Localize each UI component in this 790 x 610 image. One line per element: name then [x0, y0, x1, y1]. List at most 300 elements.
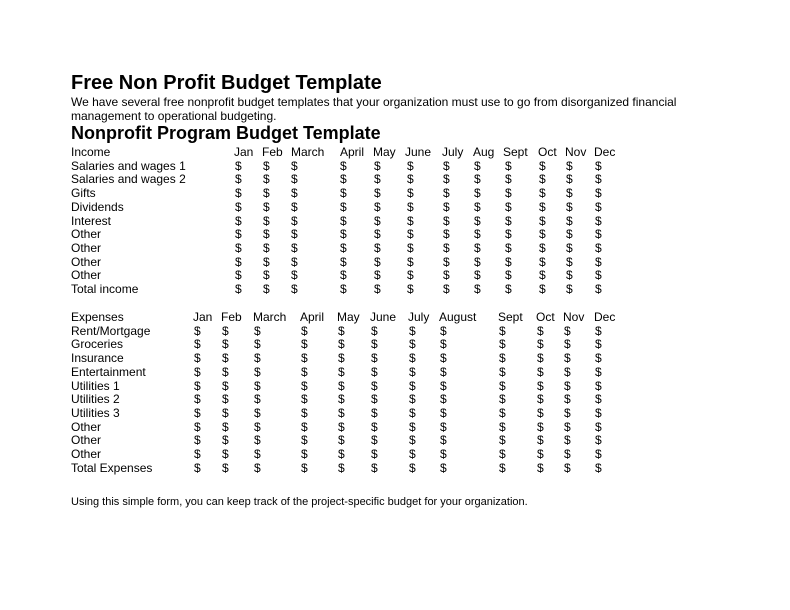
- expenses-section-label: Expenses: [71, 310, 124, 324]
- amount-cell[interactable]: $: [409, 405, 416, 420]
- amount-cell[interactable]: $: [374, 199, 381, 214]
- amount-cell[interactable]: $: [263, 227, 270, 242]
- amount-cell[interactable]: $: [291, 254, 298, 269]
- amount-cell[interactable]: $: [194, 460, 201, 475]
- amount-cell[interactable]: $: [564, 378, 571, 393]
- amount-cell[interactable]: $: [254, 419, 261, 434]
- amount-cell[interactable]: $: [371, 419, 378, 434]
- amount-cell[interactable]: $: [499, 433, 506, 448]
- amount-cell[interactable]: $: [291, 186, 298, 201]
- amount-cell[interactable]: $: [235, 199, 242, 214]
- amount-cell[interactable]: $: [254, 351, 261, 366]
- amount-cell[interactable]: $: [443, 240, 450, 255]
- amount-cell[interactable]: $: [443, 186, 450, 201]
- amount-cell[interactable]: $: [194, 364, 201, 379]
- amount-cell[interactable]: $: [440, 392, 447, 407]
- row-label: Other: [71, 268, 102, 283]
- amount-cell[interactable]: $: [338, 392, 345, 407]
- amount-cell[interactable]: $: [374, 254, 381, 269]
- amount-cell[interactable]: $: [539, 254, 546, 269]
- amount-cell[interactable]: $: [595, 433, 602, 448]
- amount-cell[interactable]: $: [222, 392, 229, 407]
- amount-cell[interactable]: $: [301, 419, 308, 434]
- amount-cell[interactable]: $: [338, 378, 345, 393]
- amount-cell[interactable]: $: [474, 172, 481, 187]
- amount-cell[interactable]: $: [440, 323, 447, 338]
- amount-cell[interactable]: $: [338, 364, 345, 379]
- amount-cell[interactable]: $: [499, 419, 506, 434]
- table-row: [0, 200, 790, 214]
- month-header: May: [373, 145, 396, 159]
- amount-cell[interactable]: $: [539, 199, 546, 214]
- amount-cell[interactable]: $: [539, 268, 546, 283]
- amount-cell[interactable]: $: [301, 405, 308, 420]
- row-label: Salaries and wages 2: [71, 172, 186, 187]
- amount-cell[interactable]: $: [340, 282, 347, 296]
- amount-cell[interactable]: $: [440, 364, 447, 379]
- amount-cell[interactable]: $: [222, 447, 229, 461]
- amount-cell[interactable]: $: [595, 419, 602, 434]
- amount-cell[interactable]: $: [440, 447, 447, 461]
- row-label: Dividends: [71, 199, 124, 214]
- amount-cell[interactable]: $: [254, 364, 261, 379]
- amount-cell[interactable]: $: [338, 337, 345, 352]
- amount-cell[interactable]: $: [371, 433, 378, 448]
- amount-cell[interactable]: $: [499, 392, 506, 407]
- amount-cell[interactable]: $: [263, 240, 270, 255]
- amount-cell[interactable]: $: [235, 254, 242, 269]
- amount-cell[interactable]: $: [595, 172, 602, 187]
- amount-cell[interactable]: $: [235, 186, 242, 201]
- amount-cell[interactable]: $: [595, 351, 602, 366]
- row-label: Rent/Mortgage: [71, 323, 151, 338]
- amount-cell[interactable]: $: [474, 282, 481, 296]
- amount-cell[interactable]: $: [443, 227, 450, 242]
- amount-cell[interactable]: $: [537, 447, 544, 461]
- amount-cell[interactable]: $: [263, 199, 270, 214]
- amount-cell[interactable]: $: [499, 337, 506, 352]
- amount-cell[interactable]: $: [564, 460, 571, 475]
- amount-cell[interactable]: $: [301, 460, 308, 475]
- amount-cell[interactable]: $: [409, 433, 416, 448]
- month-header: June: [370, 310, 397, 324]
- amount-cell[interactable]: $: [409, 364, 416, 379]
- amount-cell[interactable]: $: [564, 351, 571, 366]
- amount-cell[interactable]: $: [474, 213, 481, 228]
- amount-cell[interactable]: $: [595, 227, 602, 242]
- amount-cell[interactable]: $: [537, 392, 544, 407]
- amount-cell[interactable]: $: [235, 213, 242, 228]
- amount-cell[interactable]: $: [254, 392, 261, 407]
- income-header-row: [0, 145, 790, 159]
- amount-cell[interactable]: $: [505, 186, 512, 201]
- amount-cell[interactable]: $: [371, 351, 378, 366]
- amount-cell[interactable]: $: [539, 213, 546, 228]
- amount-cell[interactable]: $: [409, 378, 416, 393]
- amount-cell[interactable]: $: [443, 213, 450, 228]
- table-row: [0, 159, 790, 173]
- amount-cell[interactable]: $: [338, 460, 345, 475]
- amount-cell[interactable]: $: [566, 186, 573, 201]
- amount-cell[interactable]: $: [222, 337, 229, 352]
- amount-cell[interactable]: $: [374, 158, 381, 173]
- amount-cell[interactable]: $: [263, 282, 270, 296]
- row-label: Groceries: [71, 337, 124, 352]
- table-row: [0, 324, 790, 338]
- amount-cell[interactable]: $: [235, 268, 242, 283]
- amount-cell[interactable]: $: [407, 186, 414, 201]
- amount-cell[interactable]: $: [474, 158, 481, 173]
- amount-cell[interactable]: $: [443, 254, 450, 269]
- amount-cell[interactable]: $: [194, 351, 201, 366]
- amount-cell[interactable]: $: [505, 199, 512, 214]
- amount-cell[interactable]: $: [407, 240, 414, 255]
- amount-cell[interactable]: $: [301, 323, 308, 338]
- amount-cell[interactable]: $: [537, 378, 544, 393]
- amount-cell[interactable]: $: [263, 186, 270, 201]
- amount-cell[interactable]: $: [499, 351, 506, 366]
- table-row: [0, 379, 790, 393]
- amount-cell[interactable]: $: [374, 213, 381, 228]
- amount-cell[interactable]: $: [564, 337, 571, 352]
- row-label: Other: [71, 240, 102, 255]
- amount-cell[interactable]: $: [537, 351, 544, 366]
- amount-cell[interactable]: $: [371, 364, 378, 379]
- amount-cell[interactable]: $: [194, 378, 201, 393]
- amount-cell[interactable]: $: [340, 240, 347, 255]
- amount-cell[interactable]: $: [499, 323, 506, 338]
- month-header: March: [253, 310, 287, 324]
- amount-cell[interactable]: $: [338, 323, 345, 338]
- amount-cell[interactable]: $: [537, 405, 544, 420]
- month-header: April: [300, 310, 325, 324]
- amount-cell[interactable]: $: [291, 158, 298, 173]
- amount-cell[interactable]: $: [407, 172, 414, 187]
- amount-cell[interactable]: $: [499, 378, 506, 393]
- amount-cell[interactable]: $: [291, 199, 298, 214]
- amount-cell[interactable]: $: [440, 337, 447, 352]
- amount-cell[interactable]: $: [194, 323, 201, 338]
- amount-cell[interactable]: $: [263, 254, 270, 269]
- amount-cell[interactable]: $: [374, 227, 381, 242]
- amount-cell[interactable]: $: [409, 419, 416, 434]
- amount-cell[interactable]: $: [254, 378, 261, 393]
- amount-cell[interactable]: $: [539, 186, 546, 201]
- row-label: Interest: [71, 213, 112, 228]
- amount-cell[interactable]: $: [374, 240, 381, 255]
- amount-cell[interactable]: $: [340, 268, 347, 283]
- amount-cell[interactable]: $: [235, 172, 242, 187]
- amount-cell[interactable]: $: [474, 186, 481, 201]
- table-row: [0, 227, 790, 241]
- amount-cell[interactable]: $: [340, 172, 347, 187]
- amount-cell[interactable]: $: [564, 323, 571, 338]
- amount-cell[interactable]: $: [595, 268, 602, 283]
- amount-cell[interactable]: $: [440, 460, 447, 475]
- amount-cell[interactable]: $: [407, 158, 414, 173]
- amount-cell[interactable]: $: [595, 460, 602, 475]
- amount-cell[interactable]: $: [443, 268, 450, 283]
- amount-cell[interactable]: $: [371, 447, 378, 461]
- amount-cell[interactable]: $: [595, 405, 602, 420]
- month-header: Jan: [234, 145, 254, 159]
- amount-cell[interactable]: $: [407, 227, 414, 242]
- amount-cell[interactable]: $: [254, 447, 261, 461]
- amount-cell[interactable]: $: [263, 268, 270, 283]
- amount-cell[interactable]: $: [254, 323, 261, 338]
- amount-cell[interactable]: $: [505, 227, 512, 242]
- amount-cell[interactable]: $: [595, 213, 602, 228]
- amount-cell[interactable]: $: [537, 364, 544, 379]
- amount-cell[interactable]: $: [539, 240, 546, 255]
- amount-cell[interactable]: $: [564, 392, 571, 407]
- amount-cell[interactable]: $: [194, 447, 201, 461]
- amount-cell[interactable]: $: [301, 433, 308, 448]
- month-header: Dec: [594, 145, 616, 159]
- amount-cell[interactable]: $: [474, 268, 481, 283]
- amount-cell[interactable]: $: [564, 419, 571, 434]
- amount-cell[interactable]: $: [235, 240, 242, 255]
- amount-cell[interactable]: $: [222, 364, 229, 379]
- amount-cell[interactable]: $: [409, 460, 416, 475]
- amount-cell[interactable]: $: [371, 378, 378, 393]
- amount-cell[interactable]: $: [235, 282, 242, 296]
- amount-cell[interactable]: $: [254, 433, 261, 448]
- table-row: [0, 461, 790, 475]
- amount-cell[interactable]: $: [374, 186, 381, 201]
- amount-cell[interactable]: $: [254, 405, 261, 420]
- amount-cell[interactable]: $: [443, 199, 450, 214]
- amount-cell[interactable]: $: [222, 460, 229, 475]
- amount-cell[interactable]: $: [566, 268, 573, 283]
- row-label: Other: [71, 447, 102, 461]
- amount-cell[interactable]: $: [194, 433, 201, 448]
- amount-cell[interactable]: $: [595, 447, 602, 461]
- amount-cell[interactable]: $: [301, 378, 308, 393]
- amount-cell[interactable]: $: [222, 433, 229, 448]
- row-label: Other: [71, 419, 102, 434]
- amount-cell[interactable]: $: [263, 172, 270, 187]
- amount-cell[interactable]: $: [291, 240, 298, 255]
- amount-cell[interactable]: $: [595, 240, 602, 255]
- amount-cell[interactable]: $: [539, 172, 546, 187]
- amount-cell[interactable]: $: [474, 199, 481, 214]
- amount-cell[interactable]: $: [254, 337, 261, 352]
- amount-cell[interactable]: $: [291, 213, 298, 228]
- amount-cell[interactable]: $: [409, 392, 416, 407]
- amount-cell[interactable]: $: [235, 158, 242, 173]
- amount-cell[interactable]: $: [474, 227, 481, 242]
- amount-cell[interactable]: $: [595, 392, 602, 407]
- table-row: [0, 420, 790, 434]
- amount-cell[interactable]: $: [539, 158, 546, 173]
- amount-cell[interactable]: $: [595, 158, 602, 173]
- amount-cell[interactable]: $: [595, 364, 602, 379]
- amount-cell[interactable]: $: [301, 364, 308, 379]
- amount-cell[interactable]: $: [340, 213, 347, 228]
- amount-cell[interactable]: $: [595, 337, 602, 352]
- amount-cell[interactable]: $: [374, 268, 381, 283]
- amount-cell[interactable]: $: [340, 186, 347, 201]
- amount-cell[interactable]: $: [440, 419, 447, 434]
- amount-cell[interactable]: $: [595, 378, 602, 393]
- amount-cell[interactable]: $: [505, 282, 512, 296]
- amount-cell[interactable]: $: [407, 213, 414, 228]
- month-header: Aug: [473, 145, 495, 159]
- table-row: [0, 365, 790, 379]
- amount-cell[interactable]: $: [407, 268, 414, 283]
- table-row: [0, 337, 790, 351]
- amount-cell[interactable]: $: [407, 282, 414, 296]
- amount-cell[interactable]: $: [505, 268, 512, 283]
- amount-cell[interactable]: $: [564, 364, 571, 379]
- amount-cell[interactable]: $: [194, 337, 201, 352]
- amount-cell[interactable]: $: [499, 364, 506, 379]
- amount-cell[interactable]: $: [301, 351, 308, 366]
- amount-cell[interactable]: $: [443, 282, 450, 296]
- month-header: Oct: [536, 310, 555, 324]
- amount-cell[interactable]: $: [595, 199, 602, 214]
- row-label: Other: [71, 227, 102, 242]
- amount-cell[interactable]: $: [537, 337, 544, 352]
- amount-cell[interactable]: $: [291, 227, 298, 242]
- amount-cell[interactable]: $: [443, 172, 450, 187]
- amount-cell[interactable]: $: [254, 460, 261, 475]
- amount-cell[interactable]: $: [539, 227, 546, 242]
- amount-cell[interactable]: $: [301, 337, 308, 352]
- table-row: [0, 172, 790, 186]
- amount-cell[interactable]: $: [291, 172, 298, 187]
- amount-cell[interactable]: $: [338, 447, 345, 461]
- amount-cell[interactable]: $: [374, 282, 381, 296]
- month-header: Dec: [594, 310, 616, 324]
- amount-cell[interactable]: $: [505, 213, 512, 228]
- amount-cell[interactable]: $: [499, 447, 506, 461]
- amount-cell[interactable]: $: [338, 433, 345, 448]
- amount-cell[interactable]: $: [440, 378, 447, 393]
- amount-cell[interactable]: $: [371, 392, 378, 407]
- amount-cell[interactable]: $: [440, 405, 447, 420]
- amount-cell[interactable]: $: [505, 254, 512, 269]
- amount-cell[interactable]: $: [505, 240, 512, 255]
- amount-cell[interactable]: $: [409, 337, 416, 352]
- page-title: Free Non Profit Budget Template: [71, 72, 382, 94]
- amount-cell[interactable]: $: [566, 240, 573, 255]
- amount-cell[interactable]: $: [371, 323, 378, 338]
- amount-cell[interactable]: $: [537, 433, 544, 448]
- amount-cell[interactable]: $: [566, 158, 573, 173]
- amount-cell[interactable]: $: [505, 172, 512, 187]
- amount-cell[interactable]: $: [443, 158, 450, 173]
- amount-cell[interactable]: $: [474, 254, 481, 269]
- table-row: [0, 392, 790, 406]
- intro-paragraph: We have several free nonprofit budget templates that your organization must use to go from disorganized financial management to operational budgeting.: [71, 95, 677, 123]
- amount-cell[interactable]: $: [291, 282, 298, 296]
- amount-cell[interactable]: $: [440, 351, 447, 366]
- amount-cell[interactable]: $: [291, 268, 298, 283]
- row-label: Utilities 1: [71, 378, 120, 393]
- month-header: August: [439, 310, 477, 324]
- table-row: [0, 282, 790, 296]
- amount-cell[interactable]: $: [564, 433, 571, 448]
- month-header: June: [405, 145, 432, 159]
- amount-cell[interactable]: $: [566, 172, 573, 187]
- month-header: July: [408, 310, 430, 324]
- month-header: March: [291, 145, 325, 159]
- amount-cell[interactable]: $: [564, 405, 571, 420]
- amount-cell[interactable]: $: [301, 392, 308, 407]
- month-header: July: [442, 145, 464, 159]
- amount-cell[interactable]: $: [235, 227, 242, 242]
- amount-cell[interactable]: $: [338, 405, 345, 420]
- amount-cell[interactable]: $: [537, 460, 544, 475]
- row-label: Entertainment: [71, 364, 146, 379]
- amount-cell[interactable]: $: [409, 323, 416, 338]
- amount-cell[interactable]: $: [407, 254, 414, 269]
- table-row: [0, 433, 790, 447]
- amount-cell[interactable]: $: [263, 213, 270, 228]
- amount-cell[interactable]: $: [194, 405, 201, 420]
- amount-cell[interactable]: $: [222, 419, 229, 434]
- amount-cell[interactable]: $: [566, 227, 573, 242]
- amount-cell[interactable]: $: [371, 460, 378, 475]
- amount-cell[interactable]: $: [564, 447, 571, 461]
- amount-cell[interactable]: $: [340, 254, 347, 269]
- amount-cell[interactable]: $: [222, 405, 229, 420]
- amount-cell[interactable]: $: [409, 447, 416, 461]
- amount-cell[interactable]: $: [222, 378, 229, 393]
- table-row: [0, 268, 790, 282]
- footer-note: Using this simple form, you can keep track of the project-specific budget for your organization.: [71, 496, 528, 508]
- amount-cell[interactable]: $: [474, 240, 481, 255]
- row-label: Utilities 3: [71, 405, 120, 420]
- amount-cell[interactable]: $: [194, 392, 201, 407]
- amount-cell[interactable]: $: [499, 460, 506, 475]
- amount-cell[interactable]: $: [338, 419, 345, 434]
- amount-cell[interactable]: $: [263, 158, 270, 173]
- amount-cell[interactable]: $: [409, 351, 416, 366]
- amount-cell[interactable]: $: [505, 158, 512, 173]
- amount-cell[interactable]: $: [595, 186, 602, 201]
- amount-cell[interactable]: $: [301, 447, 308, 461]
- amount-cell[interactable]: $: [374, 172, 381, 187]
- amount-cell[interactable]: $: [440, 433, 447, 448]
- amount-cell[interactable]: $: [539, 282, 546, 296]
- amount-cell[interactable]: $: [499, 405, 506, 420]
- amount-cell[interactable]: $: [566, 282, 573, 296]
- amount-cell[interactable]: $: [595, 323, 602, 338]
- amount-cell[interactable]: $: [222, 323, 229, 338]
- amount-cell[interactable]: $: [566, 213, 573, 228]
- amount-cell[interactable]: $: [371, 405, 378, 420]
- amount-cell[interactable]: $: [340, 199, 347, 214]
- row-label: Other: [71, 433, 102, 448]
- amount-cell[interactable]: $: [407, 199, 414, 214]
- amount-cell[interactable]: $: [338, 351, 345, 366]
- amount-cell[interactable]: $: [340, 158, 347, 173]
- amount-cell[interactable]: $: [371, 337, 378, 352]
- amount-cell[interactable]: $: [222, 351, 229, 366]
- amount-cell[interactable]: $: [595, 254, 602, 269]
- table-row: [0, 351, 790, 365]
- amount-cell[interactable]: $: [566, 254, 573, 269]
- amount-cell[interactable]: $: [340, 227, 347, 242]
- amount-cell[interactable]: $: [595, 282, 602, 296]
- amount-cell[interactable]: $: [537, 323, 544, 338]
- amount-cell[interactable]: $: [566, 199, 573, 214]
- amount-cell[interactable]: $: [537, 419, 544, 434]
- amount-cell[interactable]: $: [194, 419, 201, 434]
